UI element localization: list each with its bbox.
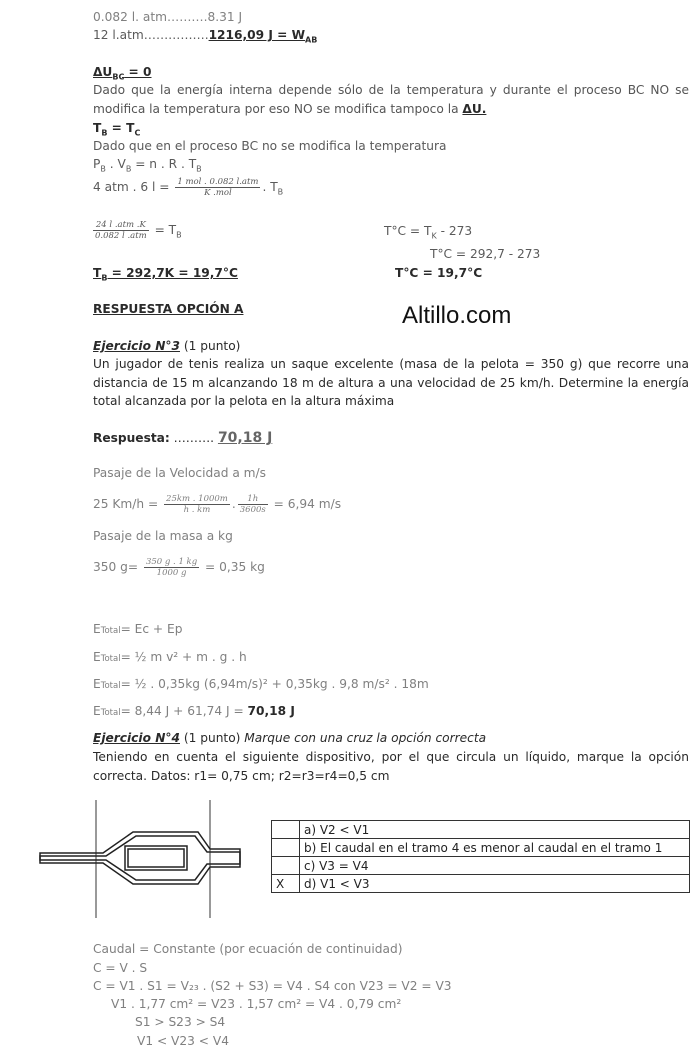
gas-constant-fraction: $\frac{\text{1 mol . 0.082 l.atm}}{\text{K .mol}}$ <box>177 177 259 198</box>
delta-u-paragraph: Dado que la energía interna depende sólo de la temperatura y durante el proceso BC NO se modifica la temperatura por eso NO se modifica tampoco la ΔU. <box>93 83 689 116</box>
tb-result: $T_B = 292,7K = 19,7^\circ C$ <box>93 266 238 283</box>
conversion-line-2-lhs: 12 l.atm……………. <box>93 28 209 42</box>
option-mark[interactable] <box>272 839 300 857</box>
altillo-logo: Altillo.com <box>402 302 512 329</box>
tb-equals-tc: $T_B = T_C$ <box>93 121 141 138</box>
pipe-obstacle-inner <box>128 849 184 867</box>
option-row[interactable] <box>272 857 690 875</box>
kelvin-conversion-2: T°C = 292,7 - 273 <box>430 247 541 261</box>
tb-fraction: $\frac{\text{24 l .atm .K}}{\text{0.082 l .atm}}$ <box>95 220 147 241</box>
velocity-conversion: 25 Km/h = $\frac{25km . 1000m}{h . km}$ . $\frac{1h}{3600s}$ = 6,94 m/s <box>93 494 342 515</box>
velocity-fraction-2: $\frac{1h}{3600s}$ <box>239 494 266 515</box>
ex4-heading: Ejercicio N°4 (1 punto) Marque con una cruz la opción correcta <box>93 731 487 745</box>
work-result: 1216,09 $J = W_{AB}$ <box>208 28 318 45</box>
caudal-line-3: C = V1 . S1 = V₂₃ . (S2 + S3) = V4 . S4 con V23 = V2 = V3 <box>93 979 452 993</box>
option-row[interactable] <box>272 839 690 857</box>
energy-line-3: ETotal= ½ . 0,35kg (6,94m/s)² + 0,35kg . 9,8 m/s² . 18m <box>93 677 429 691</box>
option-text: d) V1 < V3 <box>300 875 690 893</box>
mass-title: Pasaje de la masa a kg <box>93 529 233 543</box>
velocity-fraction-1: $\frac{25km . 1000m}{h . km}$ <box>166 494 228 515</box>
caudal-line-2: C = V . S <box>93 961 148 975</box>
ex3-answer: Respuesta: ………. 70,18 J <box>93 430 273 446</box>
answer-option-a: RESPUESTA OPCIÓN A <box>93 302 244 316</box>
ex4-statement: Teniendo en cuenta el siguiente dispositivo, por el que circula un líquido, marque la opción correcta. Datos: r1= 0,75 cm; r2=r3=r4=0,5 cm <box>93 750 689 783</box>
mass-fraction: $\frac{350 g . 1 kg}{1000 g}$ <box>145 557 198 578</box>
option-text: b) El caudal en el tramo 4 es menor al caudal en el tramo 1 <box>300 839 690 857</box>
delta-u-title: $\Delta U_{BC} = 0$ <box>93 65 152 82</box>
caudal-line-5: S1 > S23 > S4 <box>135 1015 226 1029</box>
ex3-heading: Ejercicio N°3 (1 punto) <box>93 339 241 353</box>
energy-line-4: ETotal= 8,44 J + 61,74 J = 70,18 J <box>93 704 295 718</box>
ex3-statement: Un jugador de tenis realiza un saque excelente (masa de la pelota = 350 g) que recorre una distancia de 15 m alcanzando 18 m de altura a una velocidad de 25 km/h. Determine la energía total alcanzada por la pelota en la altura máxima <box>93 357 689 408</box>
substitution-eq: 4 atm . 6 l = $\frac{\text{1 mol . 0.082 l.atm}}{\text{K .mol}}$ . $T_B$ <box>93 177 284 198</box>
ideal-gas-eq: $P_B$ . $V_B = n$ . R . $T_B$ <box>93 157 202 174</box>
tb-fraction-eq: $\frac{\text{24 l .atm .K}}{\text{0.082 l .atm}}$ = $T_B$ <box>95 220 182 241</box>
caudal-line-6: V1 < V23 < V4 <box>137 1034 229 1048</box>
option-mark[interactable]: X <box>272 875 300 893</box>
option-text: a) V2 < V1 <box>300 821 690 839</box>
velocity-title: Pasaje de la Velocidad a m/s <box>93 466 266 480</box>
kelvin-conversion-1: $T^\circ C = T_K - 273$ <box>384 224 473 241</box>
option-text: c) V3 = V4 <box>300 857 690 875</box>
energy-line-1: ETotal= Ec + Ep <box>93 622 183 636</box>
option-mark[interactable] <box>272 821 300 839</box>
caudal-line-4: V1 . 1,77 cm² = V23 . 1,57 cm² = V4 . 0,79 cm² <box>111 997 402 1011</box>
energy-line-2: ETotal= ½ m v² + m . g . h <box>93 650 247 664</box>
options-table <box>271 820 690 893</box>
option-mark[interactable] <box>272 857 300 875</box>
bc-text: Dado que en el proceso BC no se modifica la temperatura <box>93 139 447 153</box>
conversion-line-2 <box>93 27 317 48</box>
option-row[interactable] <box>272 875 690 893</box>
mass-conversion: 350 g= $\frac{350 g . 1 kg}{1000 g}$ = 0,35 kg <box>93 557 265 578</box>
caudal-line-1: Caudal = Constante (por ecuación de continuidad) <box>93 942 403 956</box>
tc-result: T°C = 19,7°C <box>395 266 483 280</box>
conversion-line-1: 0.082 l. atm……….8.31 J <box>93 10 243 24</box>
option-row[interactable] <box>272 821 690 839</box>
pipe-diagram <box>38 800 248 920</box>
